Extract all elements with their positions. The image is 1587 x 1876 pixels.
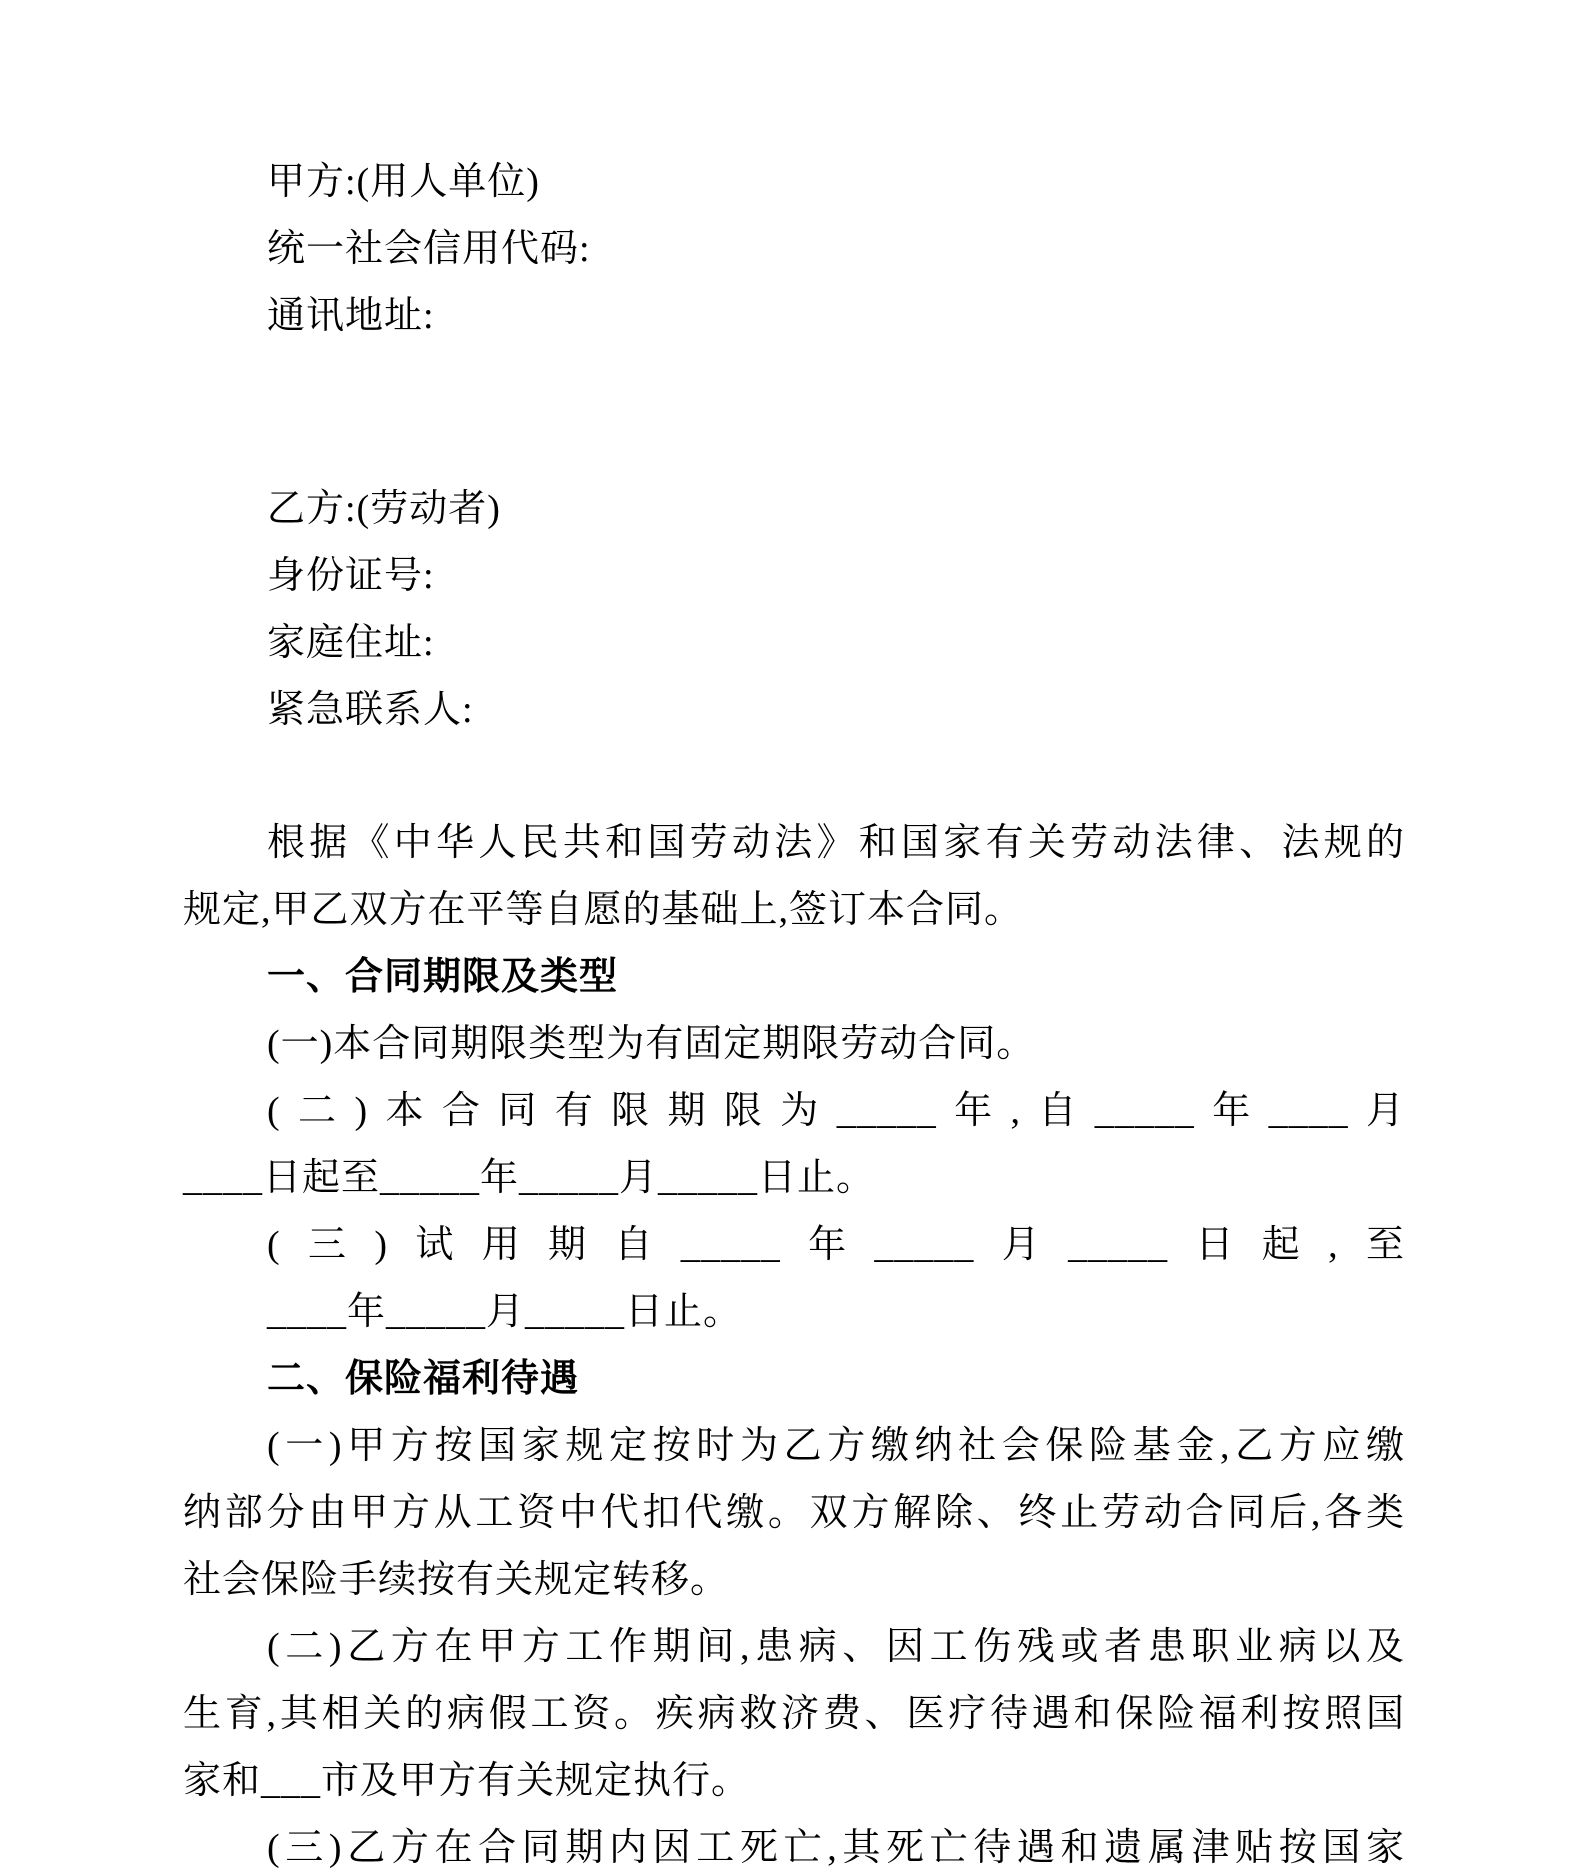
party-b-home-address-line: 家庭住址: <box>267 622 435 664</box>
party-a-title-line: 甲方:(用人单位) <box>267 161 540 203</box>
party-b-emergency-contact-line: 紧急联系人: <box>267 689 474 731</box>
intro-line-1: 根据《中华人民共和国劳动法》和国家有关劳动法律、法规的 <box>267 822 1405 864</box>
section-2-heading: 二、保险福利待遇 <box>267 1358 580 1400</box>
party-b-title-line: 乙方:(劳动者) <box>267 488 501 530</box>
section-1 <box>183 944 1405 1346</box>
party-b-id-line: 身份证号: <box>267 555 435 597</box>
contract-body <box>183 810 1405 1876</box>
section-2-clause-3-line-1: (三)乙方在合同期内因工死亡,其死亡待遇和遗属津贴按国家 <box>267 1827 1405 1869</box>
section-1-clause-2-line-2: ____日起至_____年_____月_____日止。 <box>183 1157 876 1199</box>
section-2-clause-2-line-1: (二)乙方在甲方工作期间,患病、因工伤残或者患职业病以及 <box>267 1626 1405 1668</box>
section-1-heading: 一、合同期限及类型 <box>267 956 619 998</box>
section-2-clause-2-line-3: 家和___市及甲方有关规定执行。 <box>183 1760 751 1802</box>
section-2-clause-1-line-2: 纳部分由甲方从工资中代扣代缴。双方解除、终止劳动合同后,各类 <box>183 1492 1405 1534</box>
party-a-credit-code-line: 统一社会信用代码: <box>267 228 591 270</box>
section-1-clause-2-line-1: (二)本合同有限期限为_____年,自_____年____月 <box>267 1090 1405 1132</box>
section-2-clause-1-line-3: 社会保险手续按有关规定转移。 <box>183 1559 730 1601</box>
section-1-clause-3-line-1: (三)试用期自_____年_____月_____日起,至 <box>267 1224 1405 1266</box>
section-2 <box>183 1346 1405 1876</box>
intro-paragraph <box>183 810 1405 944</box>
section-2-clause-2-line-2: 生育,其相关的病假工资。疾病救济费、医疗待遇和保险福利按照国 <box>183 1693 1405 1735</box>
section-2-clause-1-line-1: (一)甲方按国家规定按时为乙方缴纳社会保险基金,乙方应缴 <box>267 1425 1405 1467</box>
party-a-address-line: 通讯地址: <box>267 295 435 337</box>
intro-line-2: 规定,甲乙双方在平等自愿的基础上,签订本合同。 <box>183 889 1024 931</box>
section-1-clause-1-line-1: (一)本合同期限类型为有固定期限劳动合同。 <box>267 1023 1036 1065</box>
party-a-info <box>183 149 1405 350</box>
party-b-info <box>183 476 1405 744</box>
section-1-clause-3-line-2: ____年_____月_____日止。 <box>267 1291 743 1333</box>
